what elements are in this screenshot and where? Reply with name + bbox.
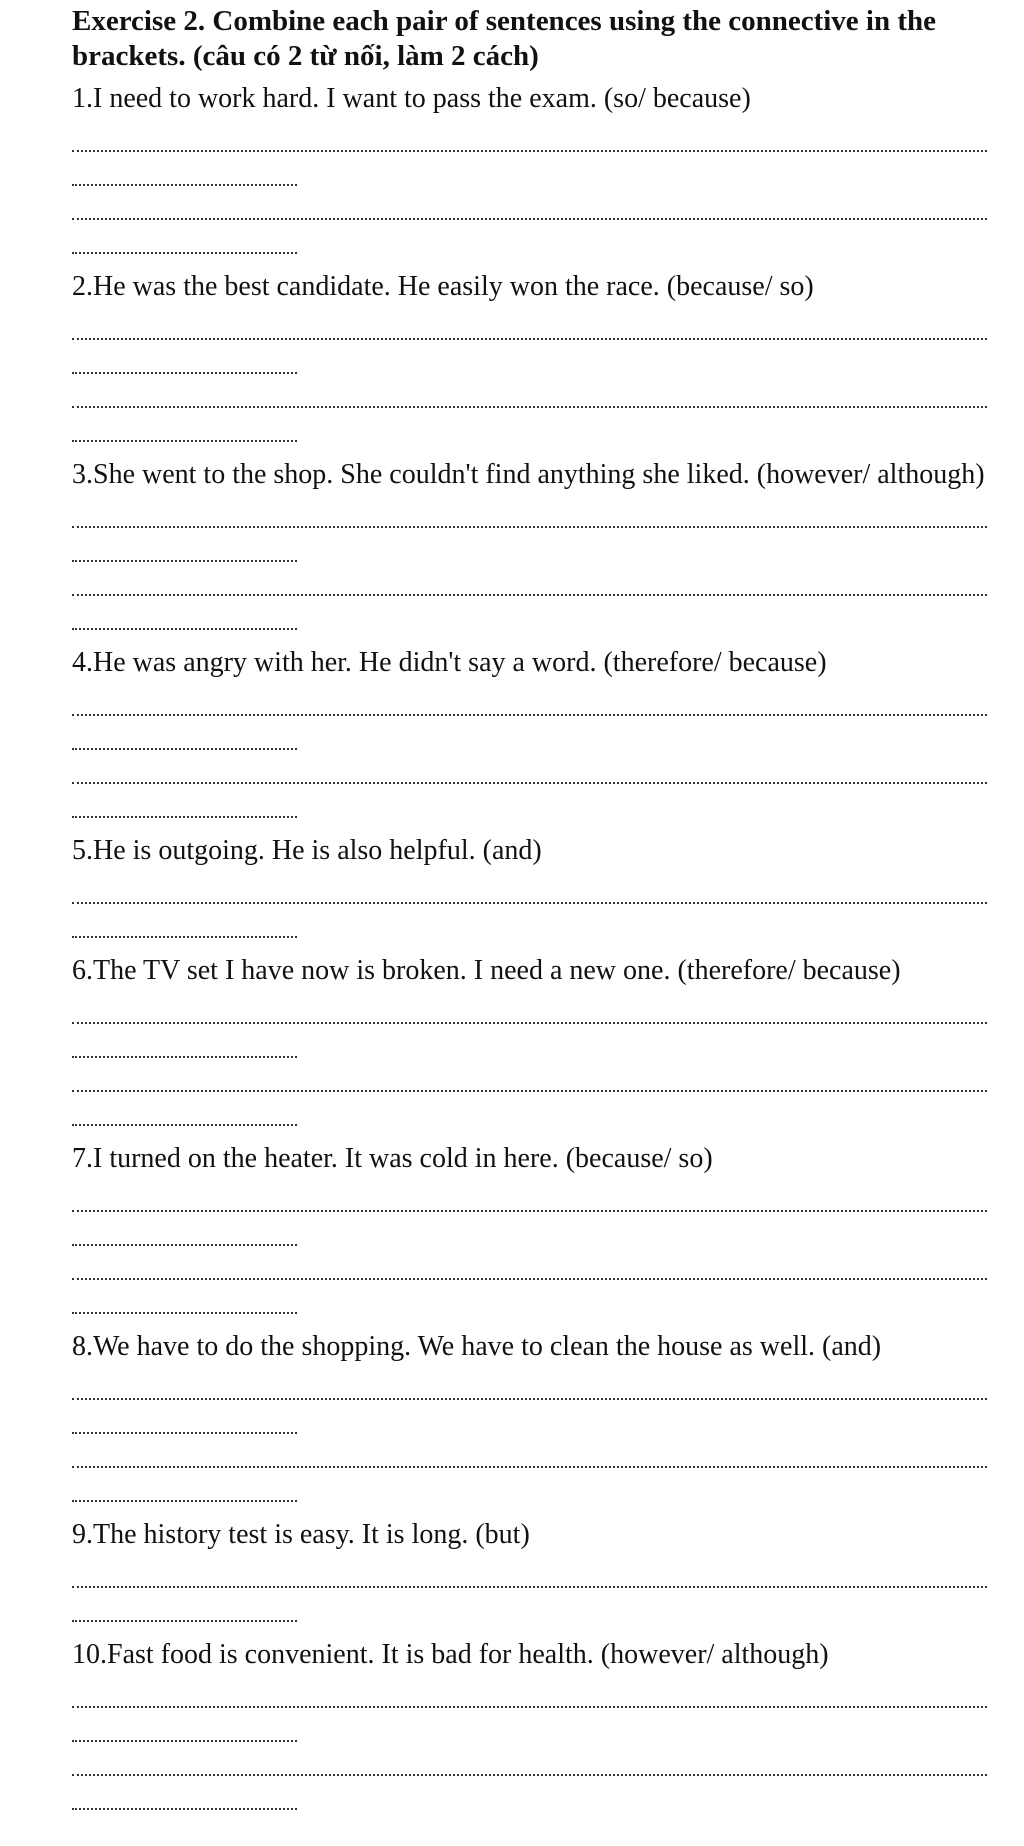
answer-line[interactable] [72, 1784, 987, 1818]
answer-line[interactable] [72, 570, 987, 604]
question-list [72, 82, 987, 1818]
answer-line[interactable] [72, 792, 987, 826]
answer-line[interactable] [72, 912, 987, 946]
answer-line[interactable] [72, 878, 987, 912]
answer-area[interactable] [72, 690, 987, 826]
answer-line[interactable] [72, 1750, 987, 1784]
answer-line[interactable] [72, 604, 987, 638]
answer-area[interactable] [72, 314, 987, 450]
answer-line[interactable] [72, 1032, 987, 1066]
answer-area[interactable] [72, 1374, 987, 1510]
answer-line[interactable] [72, 194, 987, 228]
question-text: 3.She went to the shop. She couldn't find anything she liked. (however/ although) [72, 459, 985, 490]
answer-line[interactable] [72, 1476, 987, 1510]
answer-line[interactable] [72, 314, 987, 348]
answer-line[interactable] [72, 1562, 987, 1596]
answer-area[interactable] [72, 998, 987, 1134]
answer-line[interactable] [72, 348, 987, 382]
question-item [72, 834, 987, 946]
question-item [72, 646, 987, 826]
worksheet [72, 0, 987, 1818]
answer-line[interactable] [72, 1408, 987, 1442]
question-text: 8.We have to do the shopping. We have to clean the house as well. (and) [72, 1331, 882, 1362]
answer-area[interactable] [72, 126, 987, 262]
answer-line[interactable] [72, 502, 987, 536]
exercise-title: Exercise 2. Combine each pair of sentences using the connective in the brackets. (câu có 2 từ nối, làm 2 cách) [72, 5, 937, 72]
answer-line[interactable] [72, 1442, 987, 1476]
question-text: 10.Fast food is convenient. It is bad for health. (however/ although) [72, 1639, 829, 1670]
answer-line[interactable] [72, 1716, 987, 1750]
question-text: 9.The history test is easy. It is long. (but) [72, 1519, 530, 1550]
answer-line[interactable] [72, 690, 987, 724]
answer-line[interactable] [72, 126, 987, 160]
question-text: 4.He was angry with her. He didn't say a word. (therefore/ because) [72, 647, 827, 678]
question-item [72, 1330, 987, 1510]
answer-area[interactable] [72, 1186, 987, 1322]
answer-line[interactable] [72, 1100, 987, 1134]
question-item [72, 1638, 987, 1818]
answer-line[interactable] [72, 1682, 987, 1716]
answer-line[interactable] [72, 1374, 987, 1408]
answer-line[interactable] [72, 160, 987, 194]
question-item [72, 1518, 987, 1630]
answer-line[interactable] [72, 1186, 987, 1220]
answer-line[interactable] [72, 228, 987, 262]
answer-line[interactable] [72, 382, 987, 416]
question-text: 7.I turned on the heater. It was cold in here. (because/ so) [72, 1143, 713, 1174]
question-text: 2.He was the best candidate. He easily won the race. (because/ so) [72, 271, 814, 302]
answer-line[interactable] [72, 1220, 987, 1254]
answer-area[interactable] [72, 1682, 987, 1818]
answer-line[interactable] [72, 1288, 987, 1322]
answer-line[interactable] [72, 758, 987, 792]
answer-area[interactable] [72, 878, 987, 946]
answer-line[interactable] [72, 1254, 987, 1288]
answer-line[interactable] [72, 998, 987, 1032]
answer-line[interactable] [72, 1596, 987, 1630]
question-text: 5.He is outgoing. He is also helpful. (and) [72, 835, 542, 866]
question-item [72, 954, 987, 1134]
answer-area[interactable] [72, 502, 987, 638]
question-item [72, 458, 987, 638]
question-item [72, 270, 987, 450]
answer-line[interactable] [72, 1066, 987, 1100]
answer-line[interactable] [72, 416, 987, 450]
question-item [72, 82, 987, 262]
answer-line[interactable] [72, 724, 987, 758]
question-text: 6.The TV set I have now is broken. I need a new one. (therefore/ because) [72, 955, 901, 986]
answer-area[interactable] [72, 1562, 987, 1630]
answer-line[interactable] [72, 536, 987, 570]
question-text: 1.I need to work hard. I want to pass the exam. (so/ because) [72, 83, 751, 114]
question-item [72, 1142, 987, 1322]
